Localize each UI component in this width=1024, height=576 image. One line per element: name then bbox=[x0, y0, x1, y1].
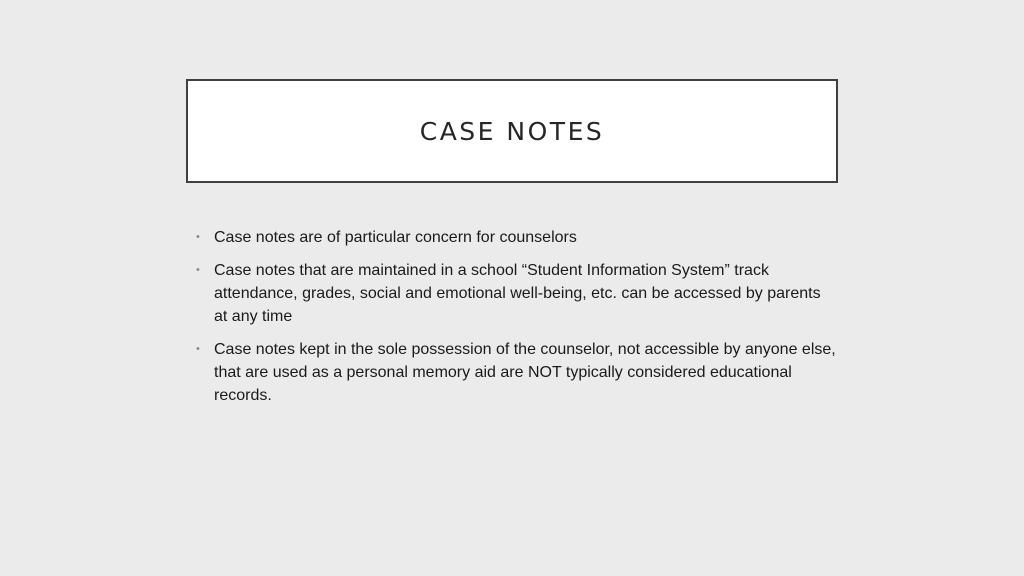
bullet-dot-icon: • bbox=[196, 343, 200, 355]
bullet-text: Case notes kept in the sole possession of the counselor, not accessible by anyone else, that are used as a personal memory aid are NOT typically considered educational records. bbox=[214, 341, 836, 404]
title-box bbox=[186, 79, 838, 183]
bullet-dot-icon: • bbox=[196, 264, 200, 276]
bullet-item bbox=[196, 259, 836, 328]
bullet-item bbox=[196, 226, 836, 249]
bullet-item bbox=[196, 338, 836, 407]
bullet-text: Case notes are of particular concern for counselors bbox=[214, 229, 577, 246]
bullet-dot-icon: • bbox=[196, 231, 200, 243]
bullet-text: Case notes that are maintained in a school “Student Information System” track attendance, grades, social and emotional well-being, etc. can be accessed by parents at any time bbox=[214, 262, 821, 325]
bullet-list bbox=[196, 226, 836, 417]
slide-title: CASE NOTES bbox=[419, 116, 605, 146]
